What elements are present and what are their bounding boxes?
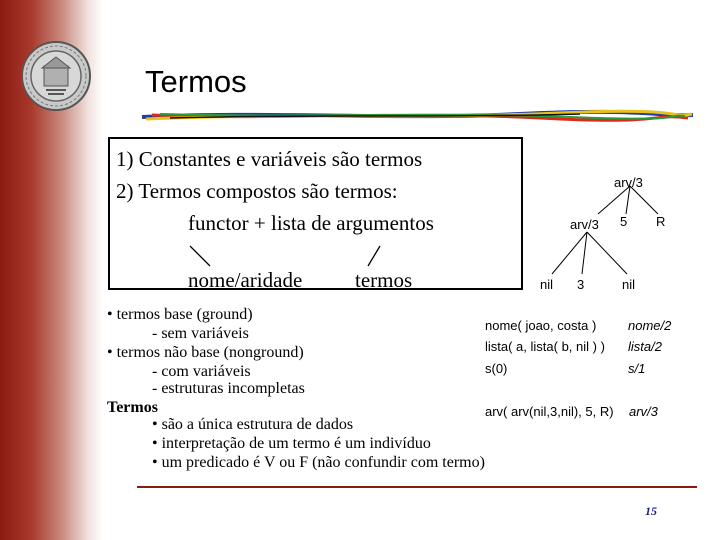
footer-rule [137,486,697,488]
definition-line-3: functor + lista de argumentos [188,211,434,235]
example-term: lista( a, lista( b, nil ) ) [485,339,605,354]
tree-node-five: 5 [620,214,628,229]
tree-edge-mid-three [582,232,587,274]
terms-point-1: • são a única estrutura de dados [152,416,354,433]
bullet-ground-sub: - sem variáveis [152,325,249,342]
example-arity: s/1 [628,361,646,376]
arrow-functor-to-label [190,246,210,266]
tree-edge-root-mid [598,186,630,214]
label-terms: termos [355,268,413,292]
example-arity: arv/3 [629,404,658,419]
bullet-nonground-sub-1: - com variáveis [152,363,251,380]
bullet-nonground: • termos não base (nonground) [107,344,304,361]
tree-edge-root-r [630,186,658,214]
tree-edge-mid-nil [552,232,587,274]
bullet-ground: • termos base (ground) [107,306,253,323]
example-arity: nome/2 [628,318,672,333]
terms-point-2: • interpretação de um termo é um indivíduo [152,435,431,452]
tree-node-nil-left: nil [540,277,554,292]
arrow-arguments-to-terms [368,246,380,266]
tree-node-three: 3 [577,277,585,292]
tree-node-r: R [656,214,666,229]
example-term: s(0) [485,361,508,376]
terms-heading: Termos [107,399,158,416]
terms-point-3: • um predicado é V ou F (não confundir com termo) [152,454,485,471]
bullet-nonground-sub-2: - estruturas incompletas [152,380,305,397]
tree-edge-root-five [626,186,630,214]
tree-node-mid: arv/3 [570,217,599,232]
definition-line-2: 2) Termos compostos são termos: [116,179,398,203]
label-name-arity: nome/aridade [188,268,303,292]
example-arity: lista/2 [628,339,662,354]
slide-title: Termos [145,64,247,99]
definition-line-1: 1) Constantes e variáveis são termos [116,147,423,171]
example-term: nome( joao, costa ) [485,318,597,333]
tree-edge-mid-nil-right [587,232,627,274]
example-term: arv( arv(nil,3,nil), 5, R) [485,404,614,419]
page-number: 15 [645,504,657,518]
tree-node-root: arv/3 [614,175,643,190]
tree-node-nil-right: nil [622,277,636,292]
